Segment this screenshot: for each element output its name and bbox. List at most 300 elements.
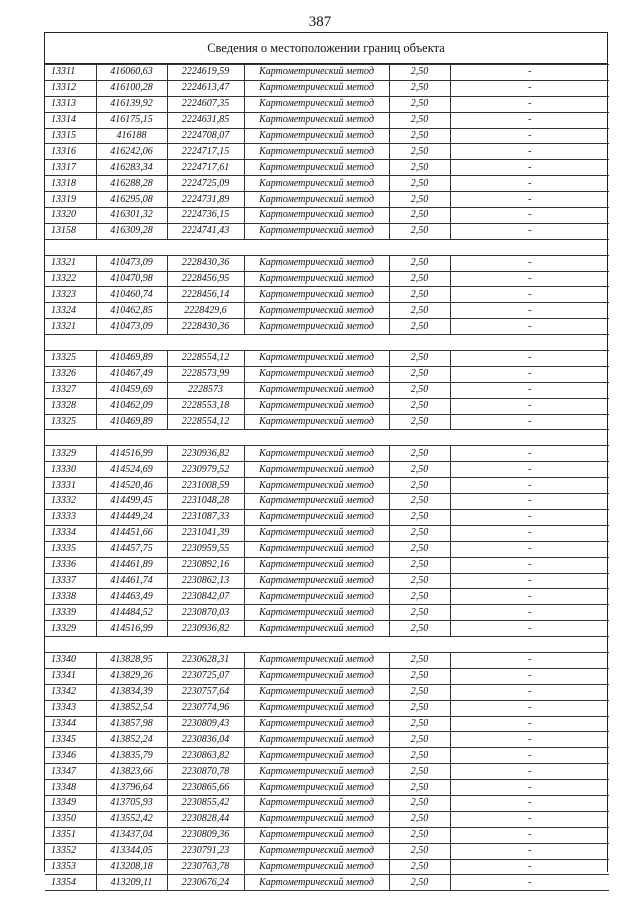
description-cell: - bbox=[450, 446, 609, 462]
method-cell: Картометрический метод bbox=[244, 144, 389, 160]
y-coordinate-cell: 2231048,28 bbox=[167, 494, 244, 510]
accuracy-cell: 2,50 bbox=[389, 764, 450, 780]
table-row bbox=[45, 652, 609, 668]
accuracy-cell: 2,50 bbox=[389, 827, 450, 843]
point-number-cell: 13328 bbox=[45, 398, 96, 414]
description-cell: - bbox=[450, 494, 609, 510]
point-number-cell: 13337 bbox=[45, 573, 96, 589]
description-cell: - bbox=[450, 319, 609, 335]
x-coordinate-cell: 413852,24 bbox=[96, 732, 167, 748]
accuracy-cell: 2,50 bbox=[389, 176, 450, 192]
table-row bbox=[45, 732, 609, 748]
table-row bbox=[45, 589, 609, 605]
description-cell: - bbox=[450, 811, 609, 827]
method-cell: Картометрический метод bbox=[244, 811, 389, 827]
method-cell: Картометрический метод bbox=[244, 271, 389, 287]
description-cell: - bbox=[450, 176, 609, 192]
accuracy-cell: 2,50 bbox=[389, 223, 450, 239]
table-row bbox=[45, 605, 609, 621]
description-cell: - bbox=[450, 843, 609, 859]
accuracy-cell: 2,50 bbox=[389, 160, 450, 176]
page-number: 387 bbox=[308, 14, 332, 30]
table-row bbox=[45, 271, 609, 287]
table-row bbox=[45, 478, 609, 494]
method-cell: Картометрический метод bbox=[244, 446, 389, 462]
description-cell: - bbox=[450, 525, 609, 541]
method-cell: Картометрический метод bbox=[244, 303, 389, 319]
point-number-cell: 13313 bbox=[45, 96, 96, 112]
point-number-cell: 13334 bbox=[45, 525, 96, 541]
accuracy-cell: 2,50 bbox=[389, 303, 450, 319]
table-row bbox=[45, 192, 609, 208]
accuracy-cell: 2,50 bbox=[389, 732, 450, 748]
y-coordinate-cell: 2230959,55 bbox=[167, 541, 244, 557]
point-number-cell: 13347 bbox=[45, 764, 96, 780]
x-coordinate-cell: 413344,05 bbox=[96, 843, 167, 859]
point-number-cell: 13325 bbox=[45, 414, 96, 430]
table-row bbox=[45, 748, 609, 764]
point-number-cell: 13321 bbox=[45, 255, 96, 271]
description-cell: - bbox=[450, 65, 609, 81]
x-coordinate-cell: 416309,28 bbox=[96, 223, 167, 239]
group-separator-cell bbox=[45, 637, 609, 653]
accuracy-cell: 2,50 bbox=[389, 446, 450, 462]
table-row bbox=[45, 494, 609, 510]
x-coordinate-cell: 410473,09 bbox=[96, 319, 167, 335]
point-number-cell: 13352 bbox=[45, 843, 96, 859]
point-number-cell: 13345 bbox=[45, 732, 96, 748]
description-cell: - bbox=[450, 859, 609, 875]
y-coordinate-cell: 2230809,36 bbox=[167, 827, 244, 843]
x-coordinate-cell: 416100,28 bbox=[96, 80, 167, 96]
point-number-cell: 13320 bbox=[45, 208, 96, 224]
group-separator-row bbox=[45, 430, 609, 446]
description-cell: - bbox=[450, 668, 609, 684]
x-coordinate-cell: 416188 bbox=[96, 128, 167, 144]
method-cell: Картометрический метод bbox=[244, 668, 389, 684]
point-number-cell: 13349 bbox=[45, 795, 96, 811]
y-coordinate-cell: 2230936,82 bbox=[167, 621, 244, 637]
coordinates-table bbox=[45, 64, 609, 891]
x-coordinate-cell: 414516,99 bbox=[96, 446, 167, 462]
point-number-cell: 13350 bbox=[45, 811, 96, 827]
y-coordinate-cell: 2230757,64 bbox=[167, 684, 244, 700]
accuracy-cell: 2,50 bbox=[389, 605, 450, 621]
description-cell: - bbox=[450, 573, 609, 589]
table-row bbox=[45, 319, 609, 335]
method-cell: Картометрический метод bbox=[244, 748, 389, 764]
table-row bbox=[45, 65, 609, 81]
x-coordinate-cell: 413437,04 bbox=[96, 827, 167, 843]
accuracy-cell: 2,50 bbox=[389, 287, 450, 303]
description-cell: - bbox=[450, 732, 609, 748]
point-number-cell: 13158 bbox=[45, 223, 96, 239]
description-cell: - bbox=[450, 144, 609, 160]
table-row bbox=[45, 509, 609, 525]
method-cell: Картометрический метод bbox=[244, 573, 389, 589]
x-coordinate-cell: 414484,52 bbox=[96, 605, 167, 621]
x-coordinate-cell: 413829,26 bbox=[96, 668, 167, 684]
method-cell: Картометрический метод bbox=[244, 843, 389, 859]
accuracy-cell: 2,50 bbox=[389, 684, 450, 700]
point-number-cell: 13351 bbox=[45, 827, 96, 843]
group-separator-row bbox=[45, 239, 609, 255]
accuracy-cell: 2,50 bbox=[389, 319, 450, 335]
method-cell: Картометрический метод bbox=[244, 398, 389, 414]
x-coordinate-cell: 413835,79 bbox=[96, 748, 167, 764]
y-coordinate-cell: 2230865,66 bbox=[167, 780, 244, 796]
description-cell: - bbox=[450, 589, 609, 605]
y-coordinate-cell: 2224741,43 bbox=[167, 223, 244, 239]
point-number-cell: 13312 bbox=[45, 80, 96, 96]
accuracy-cell: 2,50 bbox=[389, 128, 450, 144]
point-number-cell: 13331 bbox=[45, 478, 96, 494]
y-coordinate-cell: 2230892,16 bbox=[167, 557, 244, 573]
y-coordinate-cell: 2231087,33 bbox=[167, 509, 244, 525]
table-row bbox=[45, 780, 609, 796]
point-number-cell: 13329 bbox=[45, 446, 96, 462]
method-cell: Картометрический метод bbox=[244, 732, 389, 748]
table-row bbox=[45, 716, 609, 732]
description-cell: - bbox=[450, 748, 609, 764]
x-coordinate-cell: 413209,11 bbox=[96, 875, 167, 891]
point-number-cell: 13317 bbox=[45, 160, 96, 176]
table-row bbox=[45, 208, 609, 224]
point-number-cell: 13321 bbox=[45, 319, 96, 335]
description-cell: - bbox=[450, 875, 609, 891]
point-number-cell: 13348 bbox=[45, 780, 96, 796]
table-row bbox=[45, 573, 609, 589]
accuracy-cell: 2,50 bbox=[389, 144, 450, 160]
accuracy-cell: 2,50 bbox=[389, 112, 450, 128]
accuracy-cell: 2,50 bbox=[389, 668, 450, 684]
y-coordinate-cell: 2230842,07 bbox=[167, 589, 244, 605]
y-coordinate-cell: 2230828,44 bbox=[167, 811, 244, 827]
table-row bbox=[45, 128, 609, 144]
accuracy-cell: 2,50 bbox=[389, 208, 450, 224]
description-cell: - bbox=[450, 96, 609, 112]
method-cell: Картометрический метод bbox=[244, 462, 389, 478]
accuracy-cell: 2,50 bbox=[389, 80, 450, 96]
x-coordinate-cell: 413705,93 bbox=[96, 795, 167, 811]
x-coordinate-cell: 413208,18 bbox=[96, 859, 167, 875]
boundary-table-frame bbox=[44, 32, 608, 888]
accuracy-cell: 2,50 bbox=[389, 652, 450, 668]
x-coordinate-cell: 414457,75 bbox=[96, 541, 167, 557]
description-cell: - bbox=[450, 208, 609, 224]
method-cell: Картометрический метод bbox=[244, 223, 389, 239]
table-row bbox=[45, 684, 609, 700]
x-coordinate-cell: 414516,99 bbox=[96, 621, 167, 637]
x-coordinate-cell: 410469,89 bbox=[96, 351, 167, 367]
accuracy-cell: 2,50 bbox=[389, 494, 450, 510]
accuracy-cell: 2,50 bbox=[389, 398, 450, 414]
description-cell: - bbox=[450, 605, 609, 621]
table-row bbox=[45, 351, 609, 367]
x-coordinate-cell: 410467,49 bbox=[96, 366, 167, 382]
method-cell: Картометрический метод bbox=[244, 764, 389, 780]
table-row bbox=[45, 176, 609, 192]
description-cell: - bbox=[450, 223, 609, 239]
x-coordinate-cell: 416283,34 bbox=[96, 160, 167, 176]
x-coordinate-cell: 414449,24 bbox=[96, 509, 167, 525]
y-coordinate-cell: 2228573 bbox=[167, 382, 244, 398]
method-cell: Картометрический метод bbox=[244, 96, 389, 112]
description-cell: - bbox=[450, 621, 609, 637]
accuracy-cell: 2,50 bbox=[389, 192, 450, 208]
point-number-cell: 13344 bbox=[45, 716, 96, 732]
y-coordinate-cell: 2228456,95 bbox=[167, 271, 244, 287]
method-cell: Картометрический метод bbox=[244, 478, 389, 494]
description-cell: - bbox=[450, 684, 609, 700]
point-number-cell: 13327 bbox=[45, 382, 96, 398]
table-row bbox=[45, 541, 609, 557]
accuracy-cell: 2,50 bbox=[389, 795, 450, 811]
accuracy-cell: 2,50 bbox=[389, 875, 450, 891]
accuracy-cell: 2,50 bbox=[389, 478, 450, 494]
table-row bbox=[45, 255, 609, 271]
y-coordinate-cell: 2224619,59 bbox=[167, 65, 244, 81]
y-coordinate-cell: 2224717,61 bbox=[167, 160, 244, 176]
point-number-cell: 13316 bbox=[45, 144, 96, 160]
table-row bbox=[45, 446, 609, 462]
table-row bbox=[45, 827, 609, 843]
y-coordinate-cell: 2224717,15 bbox=[167, 144, 244, 160]
point-number-cell: 13343 bbox=[45, 700, 96, 716]
group-separator-cell bbox=[45, 430, 609, 446]
method-cell: Картометрический метод bbox=[244, 319, 389, 335]
accuracy-cell: 2,50 bbox=[389, 700, 450, 716]
description-cell: - bbox=[450, 366, 609, 382]
method-cell: Картометрический метод bbox=[244, 255, 389, 271]
description-cell: - bbox=[450, 716, 609, 732]
description-cell: - bbox=[450, 700, 609, 716]
accuracy-cell: 2,50 bbox=[389, 811, 450, 827]
point-number-cell: 13342 bbox=[45, 684, 96, 700]
y-coordinate-cell: 2231008,59 bbox=[167, 478, 244, 494]
method-cell: Картометрический метод bbox=[244, 208, 389, 224]
accuracy-cell: 2,50 bbox=[389, 414, 450, 430]
description-cell: - bbox=[450, 557, 609, 573]
method-cell: Картометрический метод bbox=[244, 112, 389, 128]
y-coordinate-cell: 2230863,82 bbox=[167, 748, 244, 764]
method-cell: Картометрический метод bbox=[244, 176, 389, 192]
method-cell: Картометрический метод bbox=[244, 541, 389, 557]
description-cell: - bbox=[450, 351, 609, 367]
x-coordinate-cell: 413552,42 bbox=[96, 811, 167, 827]
method-cell: Картометрический метод bbox=[244, 128, 389, 144]
accuracy-cell: 2,50 bbox=[389, 573, 450, 589]
accuracy-cell: 2,50 bbox=[389, 859, 450, 875]
method-cell: Картометрический метод bbox=[244, 351, 389, 367]
method-cell: Картометрический метод bbox=[244, 716, 389, 732]
y-coordinate-cell: 2228554,12 bbox=[167, 414, 244, 430]
y-coordinate-cell: 2228456,14 bbox=[167, 287, 244, 303]
point-number-cell: 13326 bbox=[45, 366, 96, 382]
table-row bbox=[45, 382, 609, 398]
method-cell: Картометрический метод bbox=[244, 366, 389, 382]
y-coordinate-cell: 2231041,39 bbox=[167, 525, 244, 541]
description-cell: - bbox=[450, 160, 609, 176]
accuracy-cell: 2,50 bbox=[389, 525, 450, 541]
table-row bbox=[45, 287, 609, 303]
point-number-cell: 13353 bbox=[45, 859, 96, 875]
method-cell: Картометрический метод bbox=[244, 684, 389, 700]
y-coordinate-cell: 2230855,42 bbox=[167, 795, 244, 811]
y-coordinate-cell: 2224708,07 bbox=[167, 128, 244, 144]
table-row bbox=[45, 621, 609, 637]
description-cell: - bbox=[450, 382, 609, 398]
accuracy-cell: 2,50 bbox=[389, 621, 450, 637]
accuracy-cell: 2,50 bbox=[389, 382, 450, 398]
x-coordinate-cell: 410473,09 bbox=[96, 255, 167, 271]
x-coordinate-cell: 416301,32 bbox=[96, 208, 167, 224]
description-cell: - bbox=[450, 764, 609, 780]
table-row bbox=[45, 303, 609, 319]
method-cell: Картометрический метод bbox=[244, 780, 389, 796]
x-coordinate-cell: 416288,28 bbox=[96, 176, 167, 192]
method-cell: Картометрический метод bbox=[244, 80, 389, 96]
x-coordinate-cell: 410462,09 bbox=[96, 398, 167, 414]
point-number-cell: 13329 bbox=[45, 621, 96, 637]
description-cell: - bbox=[450, 780, 609, 796]
point-number-cell: 13323 bbox=[45, 287, 96, 303]
table-caption: Сведения о местоположении границ объекта bbox=[45, 33, 607, 64]
method-cell: Картометрический метод bbox=[244, 414, 389, 430]
accuracy-cell: 2,50 bbox=[389, 541, 450, 557]
y-coordinate-cell: 2228573,99 bbox=[167, 366, 244, 382]
y-coordinate-cell: 2224731,89 bbox=[167, 192, 244, 208]
x-coordinate-cell: 413823,66 bbox=[96, 764, 167, 780]
y-coordinate-cell: 2224613,47 bbox=[167, 80, 244, 96]
y-coordinate-cell: 2230676,24 bbox=[167, 875, 244, 891]
x-coordinate-cell: 414463,49 bbox=[96, 589, 167, 605]
description-cell: - bbox=[450, 255, 609, 271]
y-coordinate-cell: 2230836,04 bbox=[167, 732, 244, 748]
x-coordinate-cell: 410460,74 bbox=[96, 287, 167, 303]
point-number-cell: 13322 bbox=[45, 271, 96, 287]
table-row bbox=[45, 398, 609, 414]
description-cell: - bbox=[450, 509, 609, 525]
method-cell: Картометрический метод bbox=[244, 795, 389, 811]
x-coordinate-cell: 416175,15 bbox=[96, 112, 167, 128]
point-number-cell: 13333 bbox=[45, 509, 96, 525]
method-cell: Картометрический метод bbox=[244, 875, 389, 891]
method-cell: Картометрический метод bbox=[244, 652, 389, 668]
x-coordinate-cell: 410469,89 bbox=[96, 414, 167, 430]
method-cell: Картометрический метод bbox=[244, 859, 389, 875]
table-row bbox=[45, 462, 609, 478]
table-row bbox=[45, 859, 609, 875]
description-cell: - bbox=[450, 271, 609, 287]
y-coordinate-cell: 2230774,96 bbox=[167, 700, 244, 716]
method-cell: Картометрический метод bbox=[244, 557, 389, 573]
table-row bbox=[45, 144, 609, 160]
accuracy-cell: 2,50 bbox=[389, 255, 450, 271]
y-coordinate-cell: 2224631,85 bbox=[167, 112, 244, 128]
x-coordinate-cell: 413796,64 bbox=[96, 780, 167, 796]
y-coordinate-cell: 2224736,15 bbox=[167, 208, 244, 224]
method-cell: Картометрический метод bbox=[244, 605, 389, 621]
y-coordinate-cell: 2228554,12 bbox=[167, 351, 244, 367]
group-separator-row bbox=[45, 335, 609, 351]
group-separator-cell bbox=[45, 335, 609, 351]
accuracy-cell: 2,50 bbox=[389, 509, 450, 525]
accuracy-cell: 2,50 bbox=[389, 843, 450, 859]
point-number-cell: 13354 bbox=[45, 875, 96, 891]
x-coordinate-cell: 413857,98 bbox=[96, 716, 167, 732]
y-coordinate-cell: 2230870,03 bbox=[167, 605, 244, 621]
point-number-cell: 13336 bbox=[45, 557, 96, 573]
x-coordinate-cell: 410470,98 bbox=[96, 271, 167, 287]
accuracy-cell: 2,50 bbox=[389, 65, 450, 81]
table-row bbox=[45, 160, 609, 176]
method-cell: Картометрический метод bbox=[244, 65, 389, 81]
point-number-cell: 13338 bbox=[45, 589, 96, 605]
method-cell: Картометрический метод bbox=[244, 509, 389, 525]
accuracy-cell: 2,50 bbox=[389, 589, 450, 605]
y-coordinate-cell: 2228553,18 bbox=[167, 398, 244, 414]
method-cell: Картометрический метод bbox=[244, 382, 389, 398]
point-number-cell: 13324 bbox=[45, 303, 96, 319]
y-coordinate-cell: 2224725,09 bbox=[167, 176, 244, 192]
method-cell: Картометрический метод bbox=[244, 192, 389, 208]
table-row bbox=[45, 764, 609, 780]
method-cell: Картометрический метод bbox=[244, 525, 389, 541]
x-coordinate-cell: 410462,85 bbox=[96, 303, 167, 319]
method-cell: Картометрический метод bbox=[244, 700, 389, 716]
x-coordinate-cell: 413834,39 bbox=[96, 684, 167, 700]
point-number-cell: 13346 bbox=[45, 748, 96, 764]
y-coordinate-cell: 2230862,13 bbox=[167, 573, 244, 589]
table-row bbox=[45, 668, 609, 684]
description-cell: - bbox=[450, 414, 609, 430]
accuracy-cell: 2,50 bbox=[389, 780, 450, 796]
point-number-cell: 13315 bbox=[45, 128, 96, 144]
description-cell: - bbox=[450, 112, 609, 128]
accuracy-cell: 2,50 bbox=[389, 557, 450, 573]
x-coordinate-cell: 414461,74 bbox=[96, 573, 167, 589]
table-row bbox=[45, 843, 609, 859]
accuracy-cell: 2,50 bbox=[389, 351, 450, 367]
x-coordinate-cell: 413852,54 bbox=[96, 700, 167, 716]
y-coordinate-cell: 2230763,78 bbox=[167, 859, 244, 875]
point-number-cell: 13330 bbox=[45, 462, 96, 478]
method-cell: Картометрический метод bbox=[244, 160, 389, 176]
y-coordinate-cell: 2224607,35 bbox=[167, 96, 244, 112]
method-cell: Картометрический метод bbox=[244, 827, 389, 843]
x-coordinate-cell: 416242,06 bbox=[96, 144, 167, 160]
description-cell: - bbox=[450, 462, 609, 478]
method-cell: Картометрический метод bbox=[244, 621, 389, 637]
point-number-cell: 13340 bbox=[45, 652, 96, 668]
accuracy-cell: 2,50 bbox=[389, 366, 450, 382]
y-coordinate-cell: 2228429,6 bbox=[167, 303, 244, 319]
method-cell: Картометрический метод bbox=[244, 287, 389, 303]
description-cell: - bbox=[450, 795, 609, 811]
x-coordinate-cell: 416139,92 bbox=[96, 96, 167, 112]
point-number-cell: 13318 bbox=[45, 176, 96, 192]
method-cell: Картометрический метод bbox=[244, 589, 389, 605]
point-number-cell: 13341 bbox=[45, 668, 96, 684]
table-row bbox=[45, 525, 609, 541]
description-cell: - bbox=[450, 478, 609, 494]
table-row bbox=[45, 811, 609, 827]
description-cell: - bbox=[450, 80, 609, 96]
point-number-cell: 13311 bbox=[45, 65, 96, 81]
x-coordinate-cell: 414499,45 bbox=[96, 494, 167, 510]
point-number-cell: 13314 bbox=[45, 112, 96, 128]
